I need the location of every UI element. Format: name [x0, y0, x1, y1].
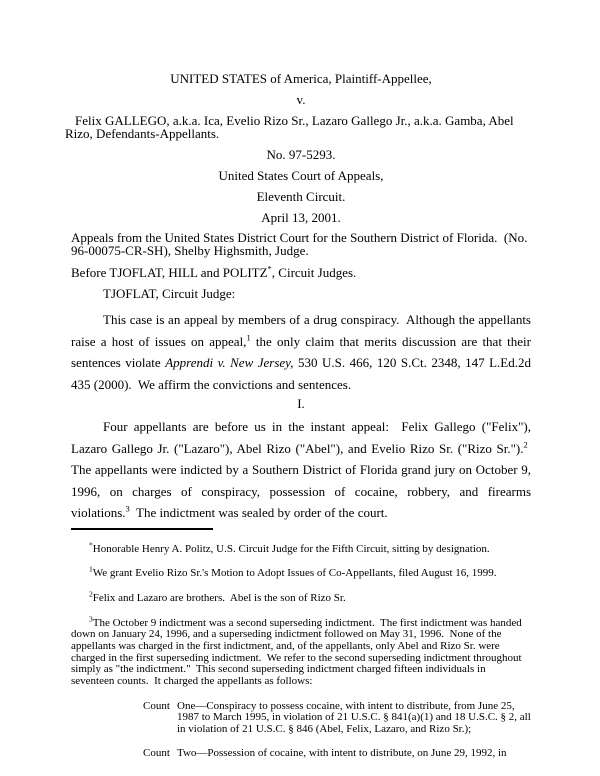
designation-footnote-mark: *	[267, 263, 272, 274]
footnote-text: Honorable Henry A. Politz, U.S. Circuit Judge for the Fifth Circuit, sitting by designation.	[92, 542, 490, 555]
paragraph2-text: Four appellants are before us in the instant appeal: Felix Gallego ("Felix"), Lazaro Gallego Jr. ("Lazaro"), Abel Rizo ("Abel"), and Evelio Rizo Sr. ("Rizo Sr.").	[71, 419, 531, 456]
circuit-name: Eleventh Circuit.	[256, 189, 346, 204]
caption-defendants: Felix GALLEGO, a.k.a. Ica, Evelio Rizo Sr., Lazaro Gallego Jr., a.k.a. Gamba, Abel Rizo, Defendants-Appellants.	[65, 113, 514, 141]
footnote-1	[71, 564, 531, 580]
panel-line	[71, 263, 531, 280]
footnote-text: Felix and Lazaro are brothers. Abel is the son of Rizo Sr.	[92, 591, 346, 604]
footnote-ref-2: 2	[523, 439, 528, 450]
count-text: One—Conspiracy to possess cocaine, with intent to distribute, from June 25, 1987 to March 1995, in violation of 21 U.S.C. § 841(a)(1) and 18 U.S.C. § 2, all in violation of 21 U.S.C. § 846 (Abel, Felix, Lazaro, and Rizo Sr.);	[177, 699, 531, 735]
court-name: United States Court of Appeals,	[218, 168, 384, 183]
appeal-source-text: Appeals from the United States District Court for the Southern District of Florida. (No. 96-00075-CR-SH), Shelby Highsmith, Judge.	[71, 230, 528, 258]
footnote-2	[71, 589, 531, 605]
case-citation-italic: Apprendi v. New Jersey,	[165, 355, 294, 370]
paragraph2-text: The appellants were indicted by a Southern District of Florida grand jury on October 9, 1996, on charges of conspiracy, possession of cocaine, robbery, and firearms violations.	[71, 440, 531, 520]
appeal-source-line	[71, 232, 531, 257]
caption-plaintiff: UNITED STATES of America, Plaintiff-Appellee,	[170, 71, 432, 86]
caption-versus: v.	[296, 92, 306, 107]
footnote-marker: 1	[89, 564, 93, 574]
footnote-ref-3: 3	[125, 503, 130, 514]
count-item	[143, 701, 531, 736]
panel-before-text: Before TJOFLAT, HILL and POLITZ	[71, 265, 268, 280]
footnote-designation	[71, 539, 531, 556]
footnote-ref-1: 1	[246, 332, 251, 343]
opinion-paragraph-2	[71, 416, 531, 524]
footnote-text: The October 9 indictment was a second superseding indictment. The first indictment was handed down on January 24, 1996, and a superseding indictment followed on May 31, 1996. None of the appellants was charged in the first indictment, and, of the appellants, only Abel and Rizo Sr. were charged in the first superseding indictment. We refer to the second superseding indictment throughout simply as "the indictment." This second superseding indictment charged fifteen individuals in seventeen counts. It charged the appellants as follows:	[71, 616, 522, 688]
panel-after-text: , Circuit Judges.	[271, 265, 357, 280]
indictment-counts-list	[71, 701, 531, 760]
footnote-3	[71, 613, 531, 688]
count-item	[143, 748, 531, 760]
decision-date: April 13, 2001.	[261, 210, 341, 225]
paragraph1-text: 530 U.S. 466, 120 S.Ct. 2348, 147 L.Ed.2d 435 (2000). We affirm the convictions and sentences.	[71, 355, 531, 392]
paragraph1-text: This case is an appeal by members of a drug conspiracy. Although the appellants raise a host of issues on appeal,	[71, 312, 531, 349]
section-heading-1: I.	[297, 396, 305, 411]
footnote-marker: 2	[89, 589, 93, 599]
count-label: Count	[143, 747, 170, 760]
count-label: Count	[143, 699, 170, 712]
count-text: Two—Possession of cocaine, with intent to distribute, on June 29, 1992, in	[177, 747, 507, 760]
footnote-marker: 3	[89, 613, 93, 623]
docket-number: No. 97-5293.	[266, 147, 336, 162]
opinion-paragraph-1	[71, 309, 531, 395]
paragraph1-text: the only claim that merits discussion are that their sentences violate	[71, 333, 531, 370]
footnote-separator	[71, 528, 213, 530]
footnote-text: We grant Evelio Rizo Sr.'s Motion to Adopt Issues of Co-Appellants, filed August 16, 1999.	[92, 567, 497, 580]
opinion-author-line: TJOFLAT, Circuit Judge:	[103, 286, 236, 301]
paragraph2-text: The indictment was sealed by order of the court.	[129, 505, 388, 520]
footnote-marker: *	[89, 539, 93, 549]
